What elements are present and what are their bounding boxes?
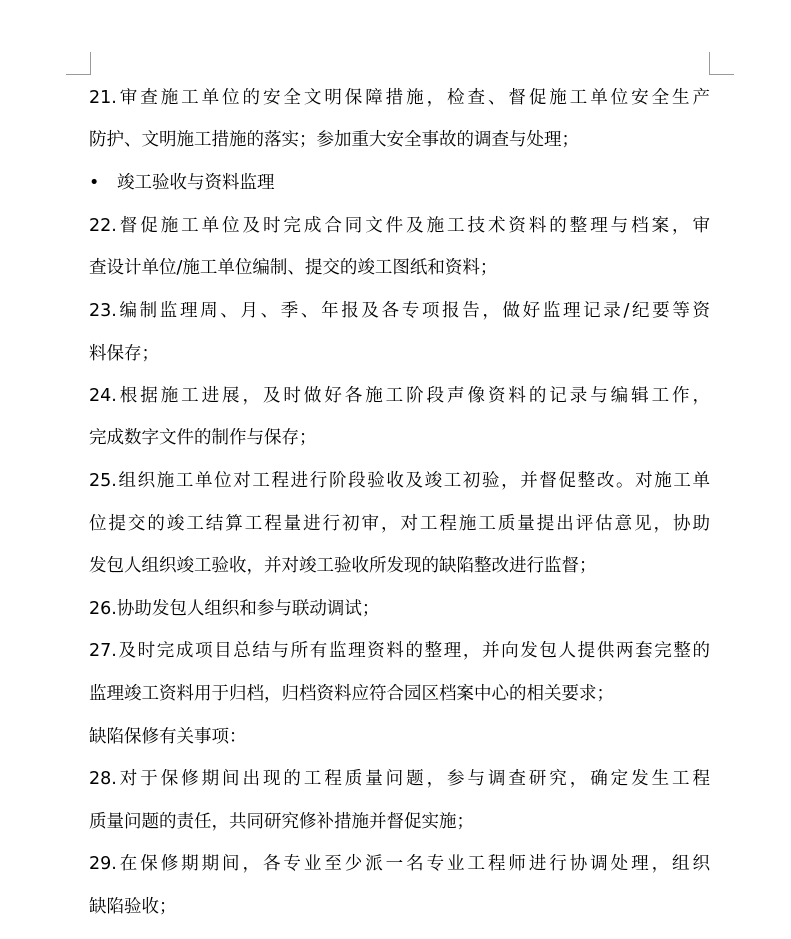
- text-line: 23.编制监理周、月、季、年报及各专项报告，做好监理记录/纪要等资: [89, 301, 710, 321]
- text-line: 29.在保修期期间，各专业至少派一名专业工程师进行协调处理，组织: [89, 854, 710, 874]
- text-line: 22.督促施工单位及时完成合同文件及施工技术资料的整理与档案，审: [89, 216, 710, 236]
- text-line: 质量问题的责任，共同研究修补措施并督促实施；: [89, 812, 474, 832]
- text-line: 监理竣工资料用于归档，归档资料应符合园区档案中心的相关要求；: [89, 684, 614, 704]
- section-heading: 竣工验收与资料监理: [117, 173, 275, 193]
- text-line: 26.协助发包人组织和参与联动调试；: [89, 599, 380, 619]
- text-line: 27.及时完成项目总结与所有监理资料的整理，并向发包人提供两套完整的: [89, 641, 710, 661]
- text-line: 料保存；: [89, 344, 159, 364]
- text-line: 完成数字文件的制作与保存；: [89, 428, 317, 448]
- text-line: 24.根据施工进展，及时做好各施工阶段声像资料的记录与编辑工作，: [89, 386, 710, 406]
- crop-mark-top-right: [709, 52, 734, 75]
- text-line: 位提交的竣工结算工程量进行初审，对工程施工质量提出评估意见，协助: [89, 514, 710, 534]
- bullet-icon: •: [89, 173, 100, 193]
- text-line: 25.组织施工单位对工程进行阶段验收及竣工初验，并督促整改。对施工单: [89, 471, 710, 491]
- text-line: 防护、文明施工措施的落实；参加重大安全事故的调查与处理；: [89, 130, 579, 150]
- text-line: 28.对于保修期间出现的工程质量问题，参与调查研究，确定发生工程: [89, 769, 710, 789]
- section-heading: 缺陷保修有关事项：: [89, 727, 247, 747]
- crop-mark-top-left: [66, 52, 91, 75]
- text-line: 缺陷验收；: [89, 897, 177, 917]
- text-line: 查设计单位/施工单位编制、提交的竣工图纸和资料；: [89, 258, 498, 278]
- bullet-item: [89, 172, 275, 194]
- text-line: 21.审查施工单位的安全文明保障措施，检查、督促施工单位安全生产: [89, 88, 710, 108]
- text-line: 发包人组织竣工验收，并对竣工验收所发现的缺陷整改进行监督；: [89, 556, 597, 576]
